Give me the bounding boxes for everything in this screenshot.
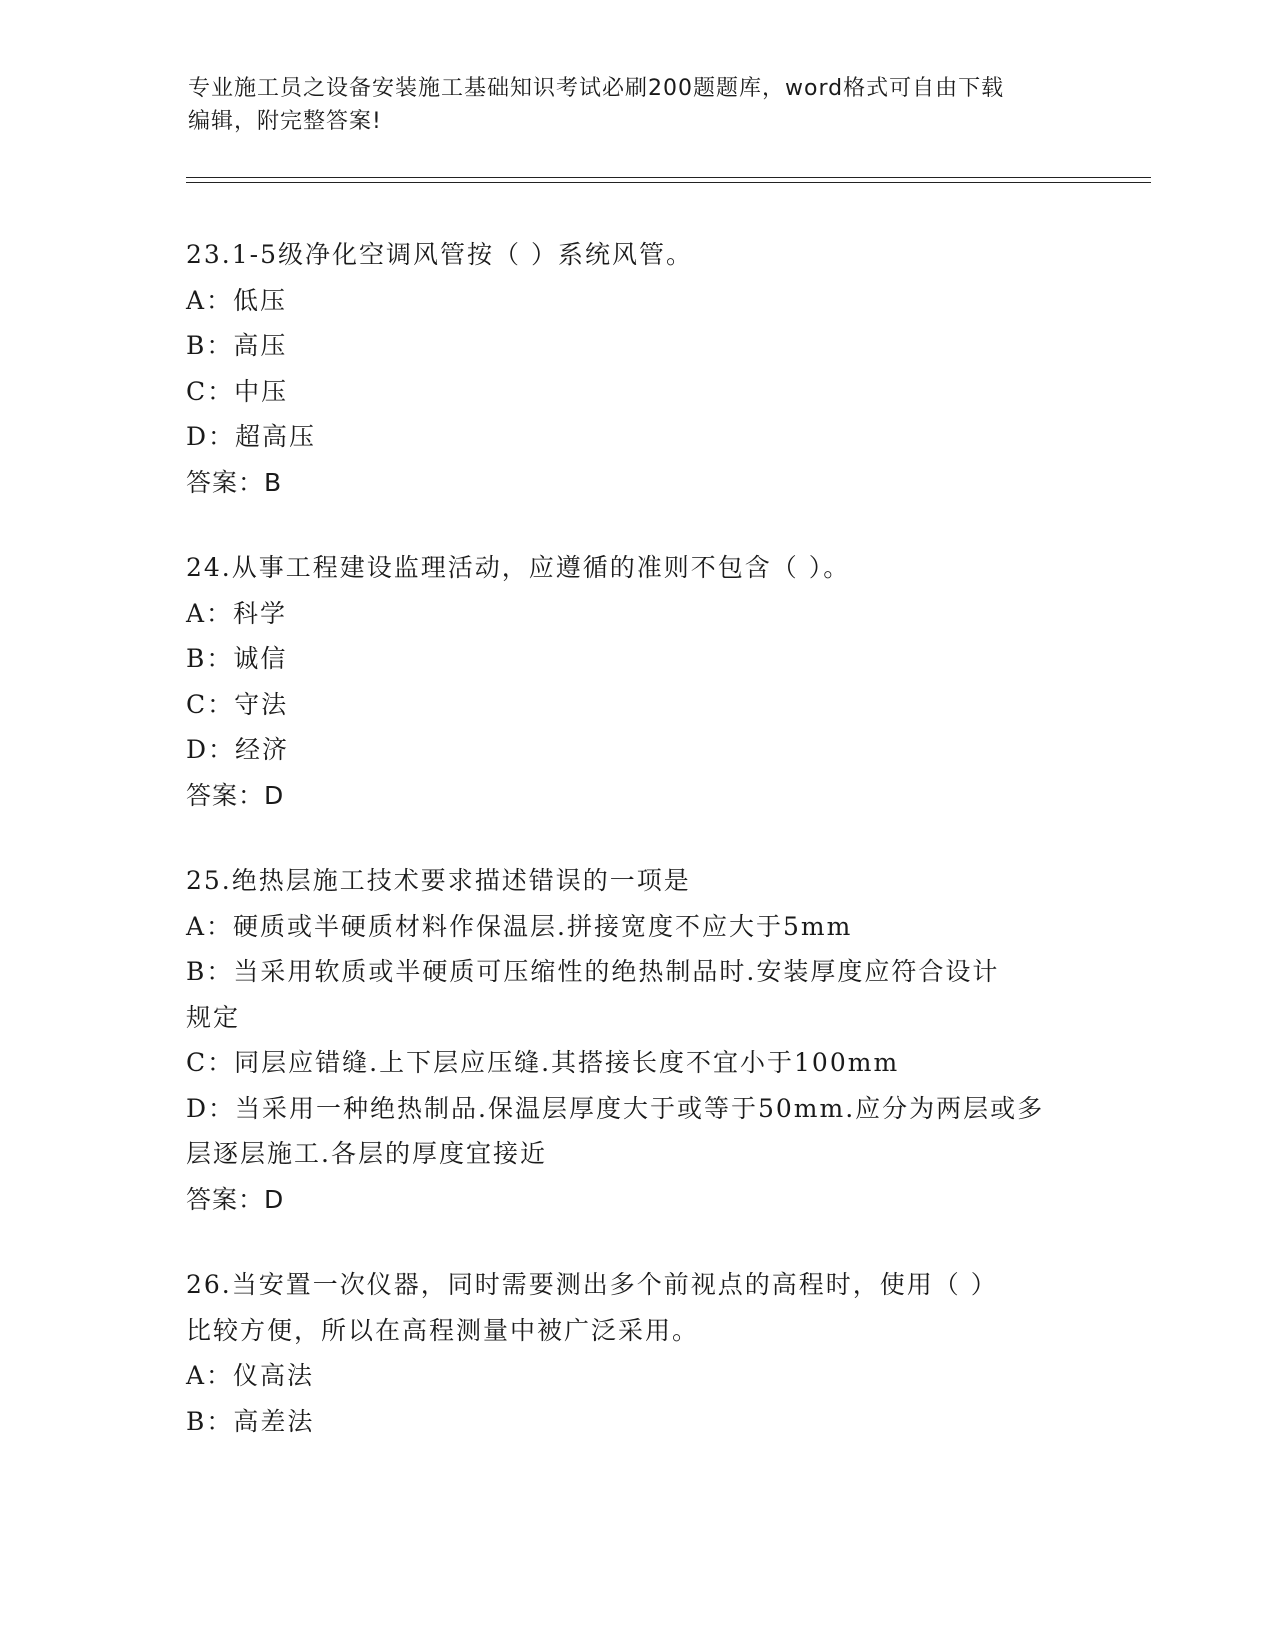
option-line: C：中压 xyxy=(186,376,289,406)
question xyxy=(186,545,1086,818)
option-line: B：高压 xyxy=(186,331,288,360)
option-line: 层逐层施工.各层的厚度宜接近 xyxy=(186,1139,547,1168)
header-rule-bottom xyxy=(186,182,1151,183)
option-line: 规定 xyxy=(186,1002,241,1032)
header-line-1: 专业施工员之设备安装施工基础知识考试必刷200题题库，word格式可自由下载 xyxy=(188,76,1005,101)
option-line: B：高差法 xyxy=(186,1406,315,1436)
document-header xyxy=(188,72,1068,138)
option-line: B：诚信 xyxy=(186,644,288,673)
question xyxy=(186,232,1086,505)
option-line: A：低压 xyxy=(186,285,288,315)
question-stem: 比较方便，所以在高程测量中被广泛采用。 xyxy=(186,1315,700,1345)
question-stem: 23.1-5级净化空调风管按（ ）系统风管。 xyxy=(186,240,693,269)
question-list xyxy=(186,232,1086,1484)
option-line: C：守法 xyxy=(186,689,289,719)
option-line: D：超高压 xyxy=(186,422,317,451)
header-line-2: 编辑，附完整答案! xyxy=(188,109,382,134)
option-line: C：同层应错缝.上下层应压缝.其搭接长度不宜小于100mm xyxy=(186,1048,900,1077)
question-stem: 26.当安置一次仪器，同时需要测出多个前视点的高程时，使用（ ） xyxy=(186,1270,998,1299)
question xyxy=(186,858,1086,1222)
question xyxy=(186,1262,1086,1444)
answer-line: 答案：B xyxy=(186,467,283,497)
option-line: D：当采用一种绝热制品.保温层厚度大于或等于50mm.应分为两层或多 xyxy=(186,1093,1045,1123)
question-stem: 25.绝热层施工技术要求描述错误的一项是 xyxy=(186,866,691,895)
option-line: A：硬质或半硬质材料作保温层.拼接宽度不应大于5mm xyxy=(186,911,853,941)
header-rule-top xyxy=(186,177,1151,178)
option-line: A：仪高法 xyxy=(186,1361,315,1390)
option-line: B：当采用软质或半硬质可压缩性的绝热制品时.安装厚度应符合设计 xyxy=(186,957,1000,986)
option-line: A：科学 xyxy=(186,598,288,628)
question-stem: 24.从事工程建设监理活动，应遵循的准则不包含（ ）。 xyxy=(186,553,851,582)
answer-line: 答案：D xyxy=(186,780,285,810)
answer-line: 答案：D xyxy=(186,1184,285,1214)
option-line: D：经济 xyxy=(186,735,290,764)
